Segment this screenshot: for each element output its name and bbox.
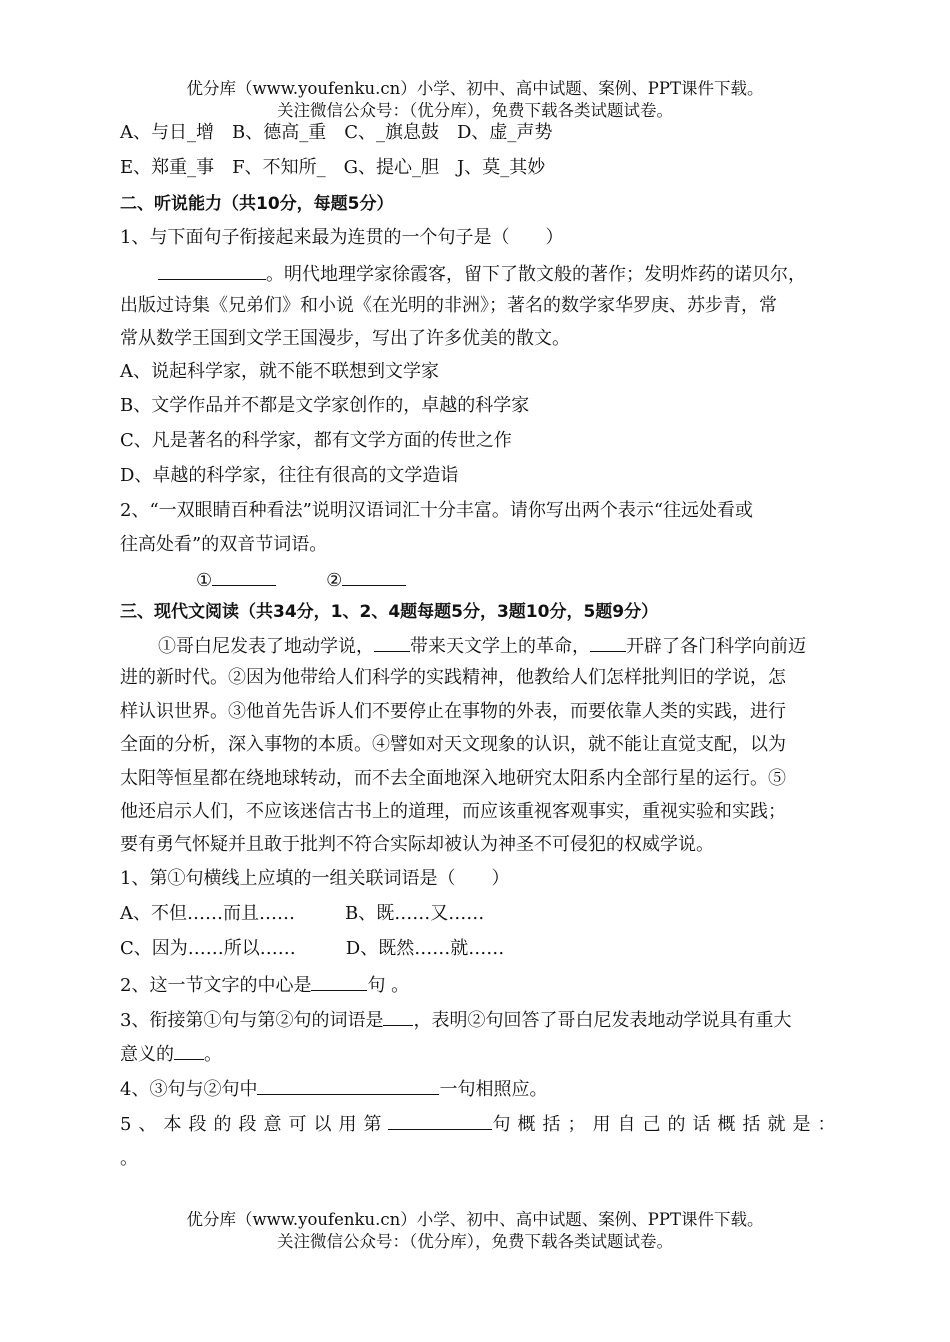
s2-q1-option-d: D、卓越的科学家，往往有很高的文学造诣 — [120, 465, 459, 486]
answer-blank[interactable] — [590, 633, 626, 652]
question-text: 2、这一节文字的中心是 — [120, 975, 312, 996]
header-line-2: 关注微信公众号：（优分库），免费下载各类试题试卷。 — [277, 101, 673, 120]
footer-line-2: 关注微信公众号：（优分库），免费下载各类试题试卷。 — [277, 1232, 673, 1251]
option-b: B、既……又…… — [345, 903, 485, 924]
s3-q3-line-2 — [120, 1041, 222, 1067]
passage-text: 开辟了各门科学向前迈 — [626, 636, 806, 657]
s3-q3-line-1 — [120, 1007, 791, 1033]
question-text: 。 — [204, 1044, 222, 1065]
answer-blank[interactable] — [158, 261, 266, 280]
s3-q5-line-1 — [120, 1111, 842, 1137]
answer-mark-2: ② — [326, 570, 343, 591]
s2-q1-passage-line-2: 出版过诗集《兄弟们》和小说《在光明的非洲》；著名的数学家华罗庚、苏步青，常 — [120, 295, 777, 316]
question-text: 意义的 — [120, 1044, 174, 1065]
idiom-row-1: A、与日_增 B、德高_重 C、_旗息鼓 D、虚_声势 — [120, 122, 553, 143]
question-text: 3、衔接第①句与第②句的词语是 — [120, 1010, 384, 1031]
s3-q5-line-2: 。 — [120, 1148, 138, 1169]
question-text: 4、③句与②句中 — [120, 1079, 258, 1100]
answer-blank[interactable] — [388, 1111, 492, 1130]
option-d: D、既然……就…… — [345, 938, 505, 959]
question-text: 句 。 — [367, 975, 410, 996]
s3-passage-line-4: 全面的分析，深入事物的本质。④譬如对天文现象的认识，就不能让直觉支配，以为 — [120, 734, 786, 755]
section-2-title: 二、听说能力（共10分，每题5分） — [120, 194, 394, 214]
s3-q1-options-row-2 — [120, 937, 504, 961]
s3-passage-line-2: 进的新时代。②因为他带给人们科学的实践精神，他教给人们怎样批判旧的学说，怎 — [120, 667, 786, 688]
passage-text: ①哥白尼发表了地动学说， — [158, 636, 374, 657]
s2-q1-stem: 1、与下面句子衔接起来最为连贯的一个句子是（ ） — [120, 227, 564, 248]
footer-line-1: 优分库（www.youfenku.cn）小学、初中、高中试题、案例、PPT课件下载。 — [186, 1210, 764, 1229]
s3-passage-line-6: 他还启示人们，不应该迷信古书上的道理，而应该重视客观事实，重视实验和实践； — [120, 801, 786, 822]
s2-q1-passage-line-1 — [158, 261, 806, 287]
option-c: C、因为……所以…… — [120, 938, 296, 959]
s2-q2-answers — [196, 567, 406, 593]
s2-q1-option-c: C、凡是著名的科学家，都有文学方面的传世之作 — [120, 430, 512, 451]
answer-blank[interactable] — [311, 972, 367, 991]
s3-q1-stem: 1、第①句横线上应填的一组关联词语是（ ） — [120, 868, 510, 889]
s3-passage-line-1 — [158, 633, 806, 659]
s3-q2 — [120, 972, 409, 998]
passage-text: 。明代地理学家徐霞客，留下了散文般的著作；发明炸药的诺贝尔， — [266, 264, 806, 285]
answer-blank[interactable] — [374, 633, 410, 652]
s2-q1-passage-line-3: 常从数学王国到文学王国漫步，写出了许多优美的散文。 — [120, 328, 570, 349]
answer-blank[interactable] — [342, 567, 406, 586]
question-text: 句概括；用自己的话概括就是： — [492, 1114, 843, 1135]
s2-q1-option-a: A、说起科学家，就不能不联想到文学家 — [120, 361, 439, 382]
answer-blank[interactable] — [212, 567, 276, 586]
s3-q4 — [120, 1076, 547, 1102]
question-text: 5、本段的段意可以用第 — [120, 1114, 389, 1135]
idiom-row-2: E、郑重_事 F、不知所_ G、提心_胆 J、莫_其妙 — [120, 157, 546, 178]
s2-q1-option-b: B、文学作品并不都是文学家创作的，卓越的科学家 — [120, 395, 530, 416]
question-text: 一句相照应。 — [439, 1079, 548, 1100]
s3-q1-options-row-1 — [120, 902, 484, 926]
s2-q2-line-2: 往高处看”的双音节词语。 — [120, 534, 328, 555]
answer-blank[interactable] — [383, 1007, 413, 1026]
answer-blank[interactable] — [257, 1076, 439, 1095]
s3-passage-line-5: 太阳等恒星都在绕地球转动，而不去全面地深入地研究太阳系内全部行星的运行。⑤ — [120, 768, 786, 789]
s2-q2-line-1: 2、“一双眼睛百种看法”说明汉语词汇十分丰富。请你写出两个表示“往远处看或 — [120, 500, 754, 521]
answer-blank[interactable] — [174, 1041, 204, 1060]
s3-passage-line-7: 要有勇气怀疑并且敢于批判不符合实际却被认为神圣不可侵犯的权威学说。 — [120, 834, 714, 855]
s3-passage-line-3: 样认识世界。③他首先告诉人们不要停止在事物的外表，而要依靠人类的实践，进行 — [120, 701, 786, 722]
section-3-title: 三、现代文阅读（共34分，1、2、4题每题5分，3题10分，5题9分） — [120, 602, 659, 622]
option-a: A、不但……而且…… — [120, 903, 295, 924]
header-line-1: 优分库（www.youfenku.cn）小学、初中、高中试题、案例、PPT课件下载。 — [186, 79, 764, 98]
question-text: ，表明②句回答了哥白尼发表地动学说具有重大 — [413, 1010, 792, 1031]
answer-mark-1: ① — [196, 570, 213, 591]
passage-text: 带来天文学上的革命， — [410, 636, 590, 657]
